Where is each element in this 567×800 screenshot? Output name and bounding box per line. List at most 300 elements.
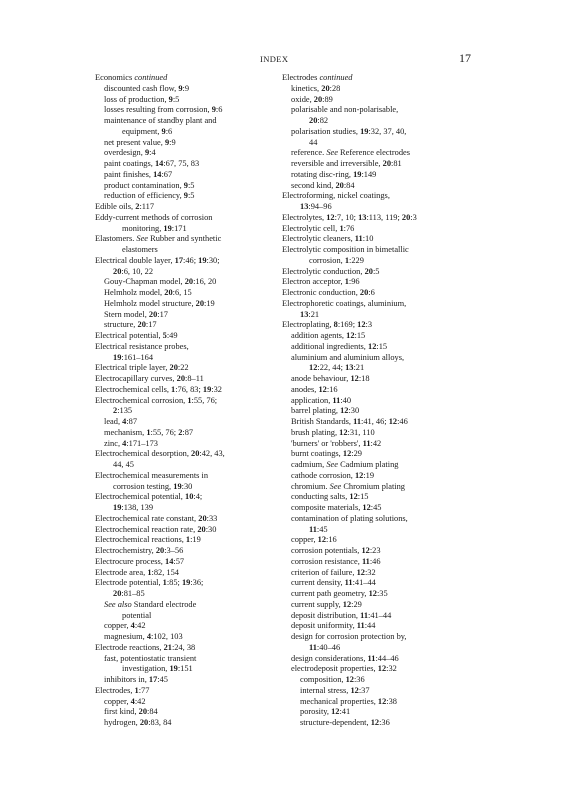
entry-text: reference. <box>291 148 327 158</box>
entry-text: Electrochemical cells, <box>95 384 172 394</box>
page-refs: :30 <box>348 406 360 416</box>
volume-number: 20 <box>191 449 200 459</box>
page-refs: :5 <box>172 94 180 104</box>
page-refs: :42 <box>134 621 146 631</box>
see-reference: See also <box>104 599 132 609</box>
page-refs: :9 <box>182 83 190 93</box>
volume-number: 12 <box>331 707 340 717</box>
index-entry <box>95 439 285 450</box>
index-entry <box>282 116 472 127</box>
index-entry <box>282 439 472 450</box>
volume-number: 12 <box>368 589 377 598</box>
index-entry <box>95 589 285 600</box>
volume-number: 19 <box>113 503 122 512</box>
page-refs: :41–44 <box>368 610 392 620</box>
entry-text: barrel plating, <box>291 406 341 416</box>
entry-text: lead, <box>104 417 123 426</box>
page-refs: :17 <box>157 309 168 319</box>
volume-number: 20 <box>197 524 206 534</box>
index-entry <box>95 675 285 686</box>
page-refs: :82, 154 <box>151 567 179 577</box>
volume-number: 13 <box>345 363 354 373</box>
index-entry <box>282 170 472 181</box>
page-refs: :40–46 <box>316 642 341 652</box>
index-entry <box>282 535 472 546</box>
see-reference: See <box>136 234 149 244</box>
entry-text: oxide, <box>291 94 314 104</box>
index-entry <box>95 600 285 611</box>
index-entry <box>95 353 285 364</box>
volume-number: 11 <box>332 395 341 405</box>
index-entry <box>282 449 472 460</box>
volume-number: 9 <box>178 83 183 93</box>
index-entry <box>282 299 472 310</box>
index-entry <box>95 374 285 385</box>
volume-number: 21 <box>163 642 172 652</box>
entry-text: Electrochemical reactions, <box>95 535 186 545</box>
page-refs: Standard electrode <box>131 599 197 609</box>
page-refs: :49 <box>166 331 178 340</box>
entry-text: Electrolytic cleaners, <box>282 234 355 244</box>
entry-text: kinetics, <box>291 83 322 93</box>
entry-text: investigation, <box>122 664 170 674</box>
page-refs: :82 <box>317 116 329 125</box>
index-entry <box>282 374 472 385</box>
volume-number: 19 <box>353 169 362 179</box>
page-refs: :6 <box>165 126 173 136</box>
volume-number: 12 <box>377 664 387 674</box>
running-head: INDEX <box>260 54 289 64</box>
index-entry <box>282 353 472 364</box>
index-entry <box>95 428 285 439</box>
entry-text: corrosion testing, <box>113 481 174 491</box>
volume-number: 12 <box>342 599 352 609</box>
volume-number: 20 <box>382 159 391 168</box>
page-refs: :37 <box>358 685 370 695</box>
volume-number: 4 <box>130 696 135 706</box>
volume-number: 11 <box>344 578 353 588</box>
page-refs: :42 <box>134 696 146 706</box>
page-refs: :46 <box>397 417 408 426</box>
entry-text: maintenance of standby plant and <box>104 116 217 125</box>
page-refs: :35 <box>376 589 388 598</box>
entry-text: second kind, <box>291 180 336 190</box>
volume-number: 2 <box>178 427 183 437</box>
volume-number: 4 <box>130 621 135 631</box>
index-entry <box>282 482 472 493</box>
page-refs: :21 <box>353 363 365 373</box>
page-refs: :31, 110 <box>347 427 375 437</box>
index-entry <box>282 568 472 579</box>
index-column-right <box>282 73 472 729</box>
volume-number: 12 <box>356 567 365 577</box>
index-entry <box>282 84 472 95</box>
entry-text: copper, <box>104 696 131 706</box>
volume-number: 19 <box>169 664 178 674</box>
page-refs: :19 <box>190 535 201 545</box>
page-refs: :5 <box>372 266 380 276</box>
entry-text: addition agents, <box>291 331 347 340</box>
entry-text: Helmholz model, <box>104 288 165 297</box>
entry-text: Electrode potential, <box>95 578 163 588</box>
entry-text: current path geometry, <box>291 589 369 598</box>
index-entry <box>95 202 285 213</box>
index-entry <box>95 396 285 407</box>
page-refs: :5 <box>187 180 195 190</box>
index-entry <box>95 503 285 514</box>
entry-text: reversible and irreversible, <box>291 159 383 168</box>
volume-number: 11 <box>362 438 371 448</box>
index-entry <box>282 417 472 428</box>
entry-text: loss of production, <box>104 94 169 104</box>
volume-number: 9 <box>183 180 188 190</box>
volume-number: 12 <box>361 546 370 555</box>
page-refs: :30 <box>205 524 217 534</box>
volume-number: 12 <box>370 718 380 727</box>
page-refs: Chromium plating <box>341 481 405 491</box>
volume-number: 9 <box>211 105 216 115</box>
page-refs: :17 <box>145 320 157 330</box>
index-entry <box>282 73 472 84</box>
volume-number: 11 <box>309 642 317 652</box>
page-refs: :96 <box>348 277 360 287</box>
index-entry <box>282 707 472 718</box>
index-entry <box>95 578 285 589</box>
index-entry <box>95 277 285 288</box>
entry-text: conducting salts, <box>291 492 350 502</box>
page-refs: :16 <box>326 535 337 545</box>
index-entry <box>95 460 285 471</box>
index-entry <box>95 224 285 235</box>
entry-text: aluminium and aluminium alloys, <box>291 352 405 362</box>
entry-text: polarisable and non-polarisable, <box>291 105 399 115</box>
index-entry <box>95 245 285 256</box>
page-refs: :21 <box>308 309 320 319</box>
page-refs: :36; <box>190 578 204 588</box>
volume-number: 12 <box>309 363 318 373</box>
index-entry <box>282 277 472 288</box>
index-entry <box>282 632 472 643</box>
page-refs: :149 <box>361 169 377 179</box>
volume-number: 19 <box>173 481 182 491</box>
index-entry <box>282 331 472 342</box>
volume-number: 19 <box>202 384 212 394</box>
volume-number: 1 <box>162 578 167 588</box>
page-refs: :117 <box>139 202 155 211</box>
entry-text: polarisation studies, <box>291 126 361 136</box>
index-entry <box>95 299 285 310</box>
page-refs: :22 <box>177 363 189 373</box>
page-refs: :44 <box>364 621 376 631</box>
page-refs: :6 <box>368 288 375 297</box>
entry-text: Electrocure process, <box>95 556 165 566</box>
index-entry <box>282 138 472 149</box>
volume-number: 19 <box>198 255 207 265</box>
index-entry <box>282 503 472 514</box>
volume-number: 19 <box>113 352 122 362</box>
page-refs: :6, 10, 22 <box>121 266 154 276</box>
index-entry <box>282 460 472 471</box>
page-refs: :16, 20 <box>193 277 217 287</box>
volume-number: 11 <box>354 234 363 244</box>
entry-text: internal stress, <box>300 685 351 695</box>
volume-number: 12 <box>354 470 364 480</box>
page-refs: :32, 37, 40, <box>368 126 407 136</box>
entry-term: Economics <box>95 73 135 82</box>
page-refs: :15 <box>354 331 366 340</box>
index-entry <box>95 525 285 536</box>
page-refs: :10 <box>362 234 374 244</box>
page-refs: :67, 75, 83 <box>163 159 200 168</box>
volume-number: 20 <box>184 277 194 287</box>
index-entry <box>282 245 472 256</box>
index-entry <box>282 718 472 729</box>
index-entry <box>95 406 285 417</box>
entry-text: fast, potentiostatic transient <box>104 653 197 663</box>
page-refs: :28 <box>329 83 341 93</box>
entry-text: elastomers <box>122 245 158 254</box>
index-entry <box>95 213 285 224</box>
index-entry <box>282 396 472 407</box>
index-entry <box>282 288 472 299</box>
volume-number: 12 <box>346 331 355 340</box>
page-refs: :3–56 <box>164 546 184 555</box>
volume-number: 12 <box>317 535 327 545</box>
index-entry <box>282 148 472 159</box>
entry-text: design for corrosion protection by, <box>291 632 407 641</box>
volume-number: 11 <box>367 653 376 663</box>
page-refs: :8–11 <box>185 374 204 383</box>
volume-number: 11 <box>360 610 369 620</box>
page-refs: :89 <box>322 94 333 104</box>
page-refs: :16 <box>326 384 338 394</box>
entry-text: Electronic conduction, <box>282 288 360 297</box>
page-refs: :161–164 <box>121 352 154 362</box>
index-entry <box>95 611 285 622</box>
index-entry <box>282 127 472 138</box>
index-entry <box>282 643 472 654</box>
page-refs: :15 <box>376 341 388 351</box>
entry-text: Eddy-current methods of corrosion <box>95 212 213 222</box>
index-entry <box>95 654 285 665</box>
volume-number: 12 <box>326 212 335 222</box>
index-entry <box>282 664 472 675</box>
index-entry <box>95 482 285 493</box>
entry-text: Electrical potential, <box>95 331 163 340</box>
page-refs: :6 <box>215 105 223 115</box>
page-refs: :45 <box>157 675 168 684</box>
index-entry <box>282 159 472 170</box>
page-refs: :9 <box>169 137 176 147</box>
entry-text: 'burners' or 'robbers', <box>291 438 363 448</box>
index-entry <box>282 600 472 611</box>
index-entry <box>282 181 472 192</box>
index-entry <box>95 546 285 557</box>
entry-text: inhibitors in, <box>104 675 149 684</box>
page-refs: :3 <box>365 320 373 330</box>
page-refs: :44–46 <box>375 653 399 663</box>
page-refs: :45 <box>370 503 382 512</box>
volume-number: 12 <box>350 374 359 383</box>
entry-text: corrosion, <box>309 255 345 265</box>
entry-text: losses resulting from corrosion, <box>104 105 212 115</box>
index-entry <box>282 385 472 396</box>
page-refs: :30 <box>181 481 193 491</box>
index-entry <box>95 170 285 181</box>
volume-number: 20 <box>164 288 173 297</box>
page-refs: :85; <box>166 578 182 588</box>
entry-text: Elastomers. <box>95 234 137 244</box>
volume-number: 11 <box>353 417 362 426</box>
entry-text: hydrogen, <box>104 718 140 727</box>
volume-number: 9 <box>168 94 173 104</box>
page-refs: Cadmium plating <box>337 460 399 469</box>
volume-number: 20 <box>155 546 165 555</box>
index-entry <box>282 105 472 116</box>
page-refs: :19 <box>363 470 375 480</box>
entry-text: chromium. <box>291 481 330 491</box>
volume-number: 20 <box>313 94 323 104</box>
volume-number: 19 <box>181 578 191 588</box>
entry-text: contamination of plating solutions, <box>291 513 408 523</box>
index-entry <box>95 471 285 482</box>
entry-text: corrosion resistance, <box>291 556 362 566</box>
page-refs: :4 <box>149 148 156 158</box>
entry-text: Electrochemical corrosion, <box>95 395 188 405</box>
entry-text: Electrochemical rate constant, <box>95 513 199 523</box>
page-refs: :42, 43, <box>199 449 225 459</box>
entry-text: Gouy-Chapman model, <box>104 277 185 287</box>
index-entry <box>95 342 285 353</box>
volume-number: 11 <box>309 524 317 534</box>
continued-label: continued <box>134 73 168 82</box>
index-entry <box>95 320 285 331</box>
page-refs: :4; <box>193 492 203 502</box>
page-refs: :42 <box>370 438 382 448</box>
index-entry <box>95 621 285 632</box>
page-refs: :32 <box>211 384 222 394</box>
index-entry <box>282 267 472 278</box>
entry-text: deposit uniformity, <box>291 621 357 631</box>
volume-number: 9 <box>161 126 166 136</box>
volume-number: 12 <box>349 492 358 502</box>
index-entry <box>282 654 472 665</box>
volume-number: 13 <box>358 212 367 222</box>
index-entry <box>95 288 285 299</box>
volume-number: 20 <box>137 320 146 330</box>
page-refs: :22, 44; <box>317 363 346 373</box>
page-refs: :40 <box>340 395 352 405</box>
page-refs: :6, 15 <box>172 288 192 297</box>
page-refs: :67 <box>161 169 173 179</box>
entry-text: cathode corrosion, <box>291 470 355 480</box>
volume-number: 1 <box>134 685 139 695</box>
index-entry <box>95 234 285 245</box>
volume-number: 20 <box>169 363 178 373</box>
page-refs: :135 <box>117 406 133 416</box>
volume-number: 5 <box>162 331 167 340</box>
entry-text: porosity, <box>300 707 332 717</box>
index-entry <box>95 84 285 95</box>
index-entry <box>95 256 285 267</box>
volume-number: 4 <box>146 632 151 641</box>
volume-number: 12 <box>357 320 366 330</box>
page-refs: :46 <box>369 556 381 566</box>
entry-text: Electrochemical potential, <box>95 492 185 502</box>
entry-text: Electrochemistry, <box>95 546 156 555</box>
entry-text: Electroplating, <box>282 320 334 330</box>
page-number: 17 <box>459 51 471 65</box>
index-entry <box>282 492 472 503</box>
volume-number: 4 <box>122 417 127 426</box>
volume-number: 19 <box>360 126 369 136</box>
page-refs: :84 <box>343 180 355 190</box>
page-refs: :3 <box>410 212 417 222</box>
index-entry <box>95 127 285 138</box>
entry-text: Electrocapillary curves, <box>95 374 177 383</box>
volume-number: 12 <box>362 503 371 512</box>
volume-number: 20 <box>176 374 185 383</box>
index-column-left <box>95 73 285 729</box>
index-entry <box>95 707 285 718</box>
index-entry <box>95 331 285 342</box>
volume-number: 20 <box>335 180 344 190</box>
page-refs: :57 <box>173 556 185 566</box>
volume-number: 20 <box>401 212 411 222</box>
page-refs: :36 <box>379 718 390 727</box>
index-entry <box>95 363 285 374</box>
index-entry <box>95 492 285 503</box>
volume-number: 20 <box>321 83 330 93</box>
entry-text: 44, 45 <box>113 460 134 469</box>
volume-number: 9 <box>164 137 170 147</box>
page-refs: :87 <box>126 417 138 426</box>
entry-text: British Standards, <box>291 417 354 426</box>
entry-text: Electrode area, <box>95 567 148 577</box>
index-entry <box>282 578 472 589</box>
entry-text: composition, <box>300 675 346 684</box>
volume-number: 10 <box>185 492 194 502</box>
page-refs: :87 <box>182 427 194 437</box>
index-entry <box>95 191 285 202</box>
page-refs: :23 <box>369 546 381 555</box>
entry-text: anode behaviour, <box>291 374 351 383</box>
index-entry <box>95 697 285 708</box>
index-entry <box>282 686 472 697</box>
index-entry <box>95 310 285 321</box>
index-entry <box>282 557 472 568</box>
page-refs: :229 <box>349 255 364 265</box>
entry-text: reduction of efficiency, <box>104 191 184 201</box>
index-entry <box>95 73 285 84</box>
index-entry <box>282 546 472 557</box>
entry-text: application, <box>291 395 333 405</box>
entry-text: additional ingredients, <box>291 341 368 351</box>
entry-text: deposit distribution, <box>291 610 361 620</box>
index-entry <box>282 471 472 482</box>
volume-number: 8 <box>333 320 338 330</box>
entry-text: structure, <box>104 320 138 330</box>
page-refs: :15 <box>357 492 369 502</box>
volume-number: 19 <box>163 223 172 233</box>
index-entry <box>95 514 285 525</box>
index-entry <box>95 267 285 278</box>
entry-text: Electrolytic composition in bimetallic <box>282 245 409 254</box>
volume-number: 17 <box>174 255 184 265</box>
see-reference: See <box>329 481 342 491</box>
volume-number: 20 <box>113 589 122 598</box>
volume-number: 12 <box>368 341 377 351</box>
